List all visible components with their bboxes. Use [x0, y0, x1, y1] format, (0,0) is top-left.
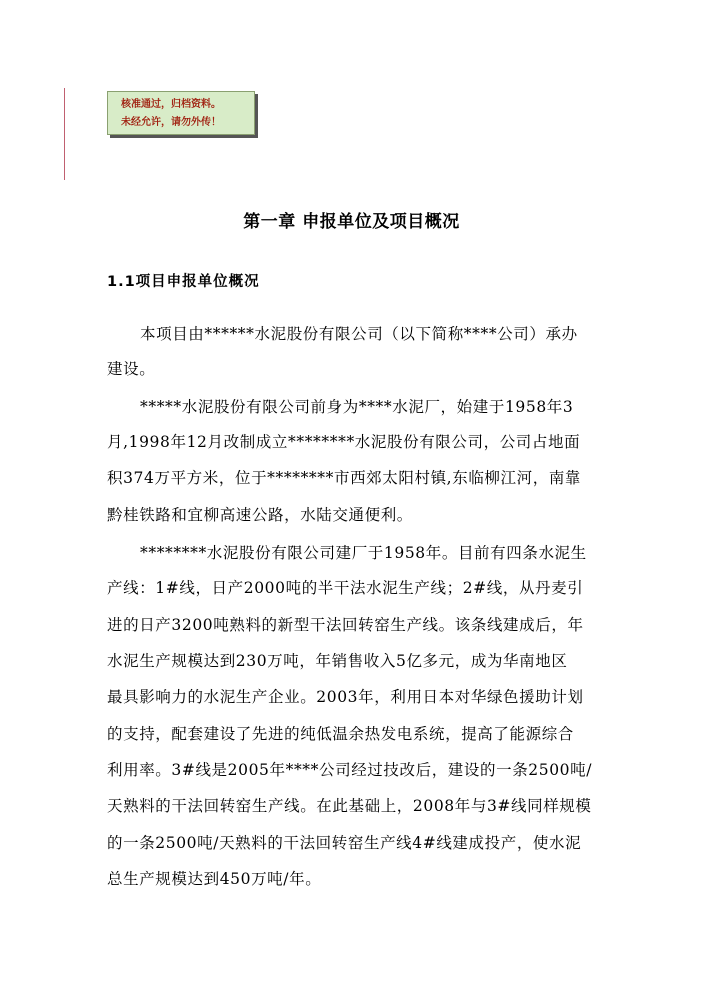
paragraph-line: 黔桂铁路和宜柳高速公路，水陆交通便利。	[107, 506, 413, 524]
stamp-line-1: 核准通过，归档资料。	[121, 99, 221, 110]
paragraph-line: 总生产规模达到450万吨/年。	[107, 870, 322, 888]
paragraph-line: 的一条2500吨/天熟料的干法回转窑生产线4#线建成投产，使水泥	[107, 834, 582, 852]
margin-line	[64, 88, 65, 180]
paragraph-line: 的支持，配套建设了先进的纯低温余热发电系统，提高了能源综合	[107, 725, 574, 743]
paragraph-line: ********水泥股份有限公司建厂于1958年。目前有四条水泥生	[140, 544, 587, 562]
paragraph-line: 产线：1#线，日产2000吨的半干法水泥生产线；2#线，从丹麦引	[107, 579, 584, 597]
paragraph-line: 积374万平方米，位于********市西郊太阳村镇,东临柳江河，南靠	[107, 469, 582, 487]
chapter-title: 第一章 申报单位及项目概况	[243, 212, 460, 232]
stamp-line-2: 未经允许，请勿外传！	[121, 117, 221, 128]
paragraph-line: *****水泥股份有限公司前身为****水泥厂，始建于1958年3	[140, 398, 574, 416]
section-title: 1.1项目申报单位概况	[107, 274, 260, 290]
paragraph-line: 本项目由******水泥股份有限公司（以下简称****公司）承办	[140, 325, 578, 343]
paragraph-line: 最具影响力的水泥生产企业。2003年，利用日本对华绿色援助计划	[107, 688, 584, 706]
approval-stamp	[107, 91, 255, 135]
paragraph-line: 水泥生产规模达到230万吨，年销售收入5亿多元，成为华南地区	[107, 652, 568, 670]
paragraph-line: 天熟料的干法回转窑生产线。在此基础上，2008年与3#线同样规模	[107, 797, 592, 815]
paragraph-line: 建设。	[107, 360, 156, 378]
paragraph-line: 利用率。3#线是2005年****公司经过技改后，建设的一条2500吨/	[107, 761, 593, 779]
paragraph-line: 月,1998年12月改制成立********水泥股份有限公司，公司占地面	[107, 433, 581, 451]
paragraph-line: 进的日产3200吨熟料的新型干法回转窑生产线。该条线建成后，年	[107, 616, 584, 634]
